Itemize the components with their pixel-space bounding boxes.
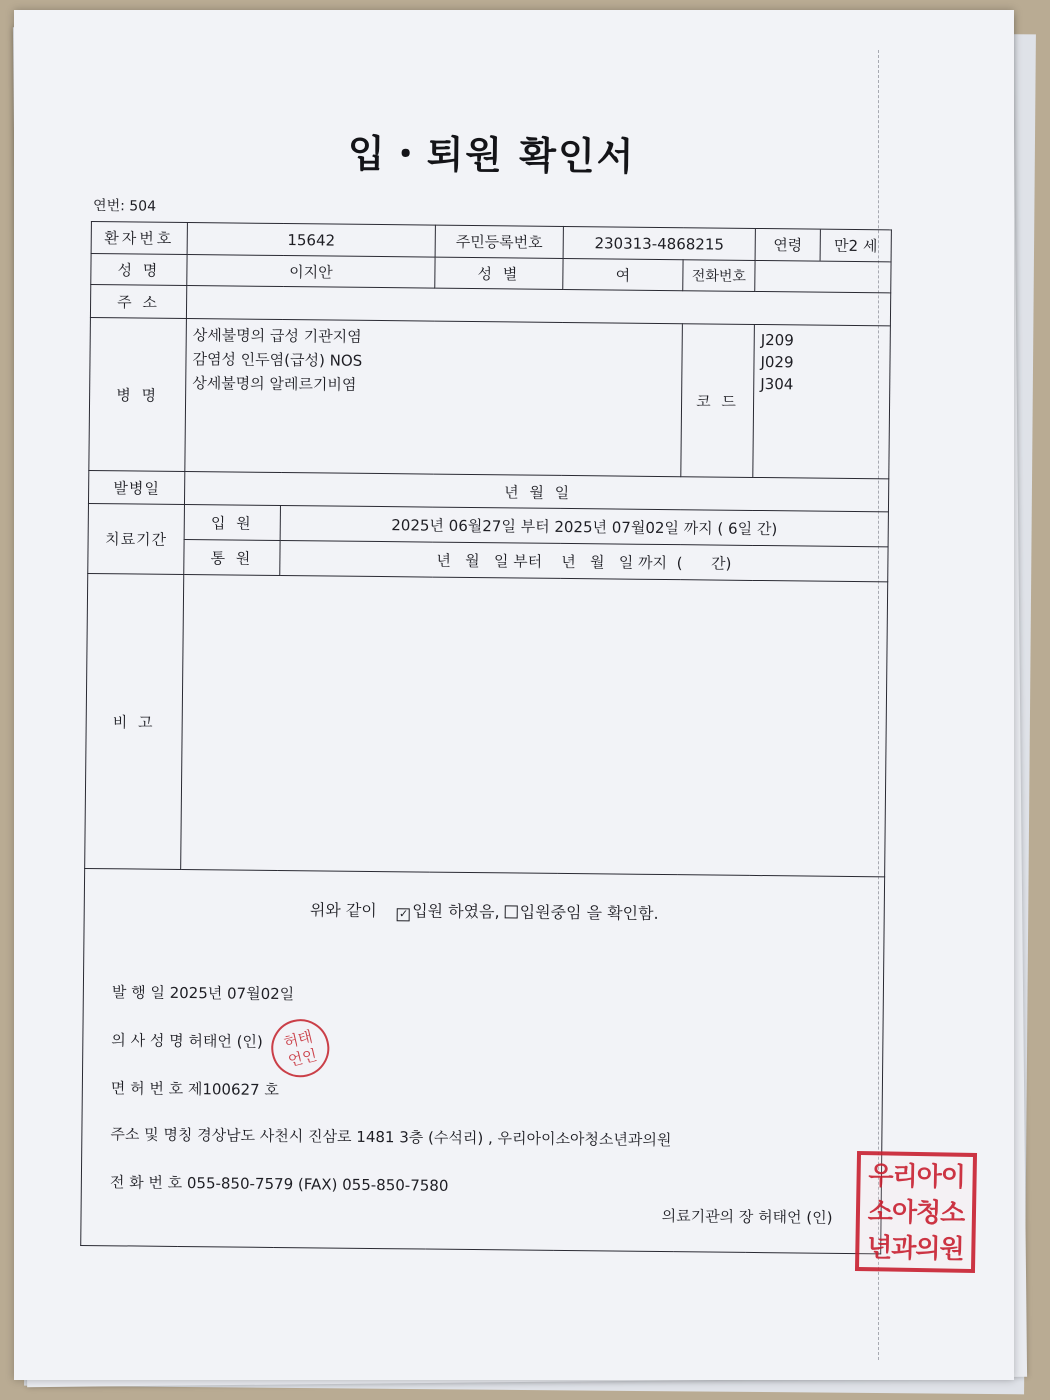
- age-value: 만2 세: [833, 236, 878, 256]
- patient-no-label: 환자번호: [91, 221, 187, 254]
- diagnosis-label: 병 명: [89, 317, 187, 471]
- diagnosis-item: 상세불명의 알레르기비염: [192, 374, 357, 394]
- code-list: [753, 324, 891, 478]
- outpatient-label: 통 원: [184, 539, 280, 575]
- sex-label: 성 별: [435, 257, 563, 289]
- institution-head: 의료기관의 장 허태언 (인): [661, 1207, 833, 1227]
- certificate-document: [80, 120, 892, 1254]
- hospitalized-checkbox: [505, 905, 518, 918]
- age-label: 연령: [756, 229, 821, 261]
- certificate-form: [80, 221, 892, 1254]
- issue-date: 발 행 일 2025년 07월02일: [111, 983, 295, 1004]
- doctor-seal-text: 언인: [286, 1045, 319, 1071]
- resident-no-label: 주민등록번호: [435, 225, 563, 258]
- clinic-address: 주소 및 명칭 경상남도 사천시 진삼로 1481 3층 (수석리) , 우리아이소아청소년과의원: [110, 1125, 672, 1150]
- doctor-seal-text: 허태: [282, 1027, 315, 1052]
- remarks-label: 비 고: [85, 573, 184, 869]
- confirmation-prefix: 위와 같이: [309, 900, 377, 921]
- code-item: J029: [760, 353, 794, 372]
- code-label: 코 드: [681, 324, 755, 478]
- inpatient-period: 2025년 06월27일 부터 2025년 07월02일 까지 ( 6일 간): [280, 505, 888, 546]
- clinic-seal-text: 우리아이: [868, 1161, 966, 1193]
- confirmation-option-hospitalized: 입원중임 을 확인함.: [519, 902, 659, 923]
- phone-value: [755, 260, 891, 292]
- diagnosis-item: 감염성 인두염(급성) NOS: [192, 350, 363, 370]
- confirmation-section: [81, 868, 885, 1253]
- diagnosis-list: [185, 318, 683, 476]
- license-number: 면 허 번 호 제100627 호: [110, 1079, 279, 1100]
- clinic-seal-stamp: [855, 1151, 977, 1273]
- confirmation-option-inpatient: 입원 하였음,: [412, 901, 500, 922]
- treatment-period-label: 치료기간: [88, 503, 185, 574]
- clinic-seal-text: 년과의원: [866, 1233, 964, 1265]
- document-title: 입・퇴원 확인서: [347, 131, 636, 179]
- onset-value: 년 월 일: [184, 471, 888, 511]
- name-value: 이지안: [187, 255, 435, 289]
- code-item: J304: [760, 375, 794, 394]
- inpatient-checkbox: ✓: [398, 907, 409, 921]
- remarks-value: [181, 574, 888, 876]
- phone-label: 전화번호: [683, 260, 755, 292]
- code-item: J209: [760, 331, 794, 350]
- doctor-seal-stamp: [265, 1013, 335, 1083]
- clinic-seal-text: 소아청소: [867, 1197, 965, 1229]
- doctor-name: 의 사 성 명 허태언 (인): [111, 1031, 263, 1051]
- diagnosis-item: 상세불명의 급성 기관지염: [192, 326, 362, 346]
- clinic-phone: 전 화 번 호 055-850-7579 (FAX) 055-850-7580: [109, 1173, 449, 1195]
- confirmation-statement: [85, 895, 884, 926]
- address-label: 주 소: [90, 284, 186, 318]
- outpatient-period: 년 월 일 부터 년 월 일 까지 ( 간): [280, 540, 888, 581]
- serial-number: 연번: 504: [93, 198, 157, 215]
- inpatient-label: 입 원: [184, 504, 280, 540]
- patient-no-value: 15642: [187, 223, 435, 258]
- sex-value: 여: [563, 258, 683, 290]
- age-cell: [755, 228, 891, 261]
- resident-no-value: 230313-4868215: [563, 226, 755, 260]
- onset-label: 발병일: [88, 470, 184, 504]
- name-label: 성 명: [91, 253, 187, 285]
